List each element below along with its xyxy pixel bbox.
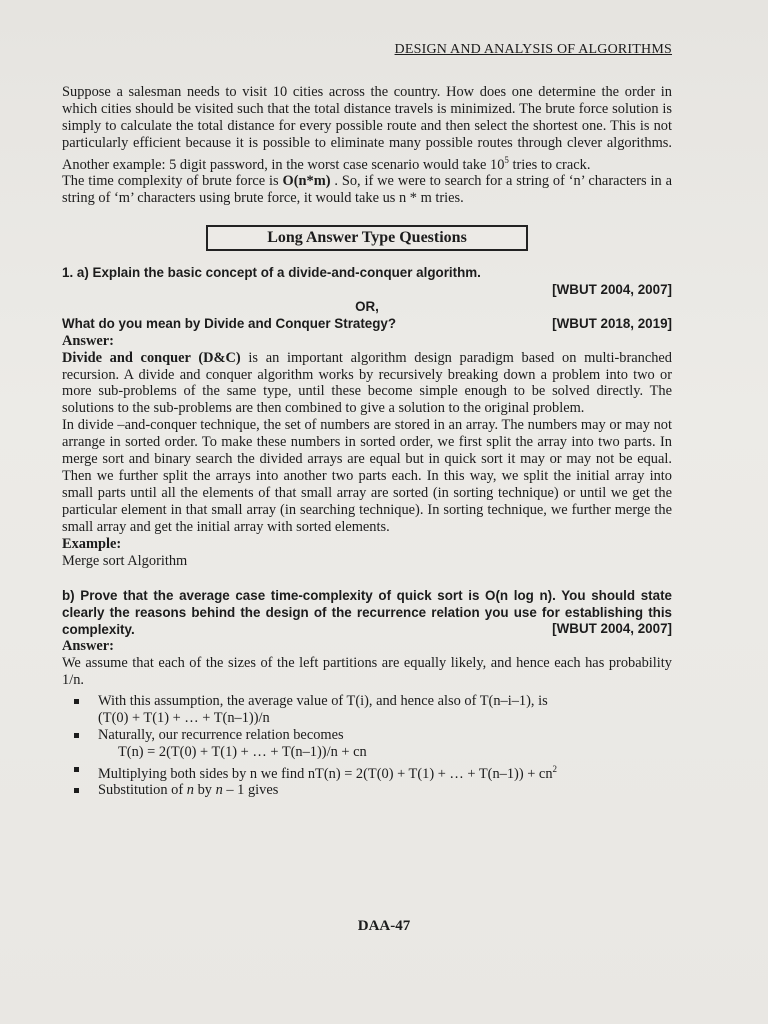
answer-paragraph-1 [62,350,672,418]
derivation-list [62,693,672,799]
answer-text: is an important algorithm design paradigm based on multi-branched recursion. A divide and conquer algorithm works by recursively breaking down a problem into two or more sub-problems of the same type, until these become simple enough to be solved directly. The solutions to the sub-problems are then combined to give a solution to the original problem. [62,349,673,417]
question-alt-line [62,316,672,333]
list-item-text: Substitution of [98,782,187,799]
page-content [62,84,672,799]
intro-text-end: . So, if we were to search for a string of ‘n’ characters in a string of ‘m’ characters using brute force, it would take us n * m tries. [62,173,672,207]
list-item [62,727,672,761]
list-item-text: – 1 gives [222,782,279,799]
term: Divide and conquer (D&C) [62,349,241,366]
question-alt-text: What do you mean by Divide and Conquer Strategy? [62,315,397,331]
list-item [62,782,672,799]
variable: n [186,782,194,799]
answer-paragraph-2: In divide –and-conquer technique, the set of numbers are stored in an array. The numbers may or may not arrange in sorted order. To make these numbers in sorted order, we first split the array into two parts. In merge sort and binary search the divided arrays are equal but in quick sort it may or may not be equal. Then we further split the arrays into another two parts each. In this way, we split the initial array into small parts until all the elements of that small array are sorted (in sorting technique) or until we get the particular element in that small array (in searching technique). In sorting technique, we further merge the small array and get the initial array with sorted elements. [62,417,672,535]
list-item-text: Naturally, our recurrence relation becomes [98,726,344,743]
complexity-formula: O(n*m) [282,173,331,190]
intro-paragraph-1 [62,84,672,173]
question-tag: [WBUT 2004, 2007] [552,282,672,298]
list-item-text: Multiplying both sides by n we find nT(n) = 2(T(0) + T(1) + … + T(n–1)) + cn [98,765,553,782]
question-tag: [WBUT 2004, 2007] [552,621,672,637]
example-text: Merge sort Algorithm [62,552,188,569]
question-text: b) Prove that the average case time-complexity of quick sort is O(n log n). You should state clearly the reasons behind the design of the recurrence relation you use for establishing this complexity. [62,588,672,638]
list-item [62,761,672,783]
list-item [62,693,672,727]
answer-paragraph: We assume that each of the sizes of the left partitions are equally likely, and hence each has probability 1/n. [62,655,672,689]
intro-paragraph-2 [62,173,672,207]
intro-text-end: tries to crack. [508,156,591,173]
list-item-text: by [193,782,216,799]
running-header: DESIGN AND ANALYSIS OF ALGORITHMS [394,42,672,57]
question-1a [62,265,672,569]
list-item-text: With this assumption, the average value of T(i), and hence also of T(n–i–1), is [98,693,548,710]
page-number: DAA-47 [357,918,411,934]
question-alt-tag: [WBUT 2018, 2019] [552,315,672,331]
recurrence-equation: T(n) = 2(T(0) + T(1) + … + T(n–1))/n + cn [118,743,367,760]
section-heading: Long Answer Type Questions [206,225,528,251]
list-item-formula: (T(0) + T(1) + … + T(n–1))/n [98,709,270,726]
variable: n [215,782,223,799]
example-label: Example: [62,535,122,552]
superscript: 5 [504,154,509,165]
intro-text: The time complexity of brute force is [62,173,283,190]
intro-text: Suppose a salesman needs to visit 10 cities across the country. How does one determine the order in which cities should be visited such that the total distance travels is minimized. The brute force solution is simply to calculate the total distance for every possible route and then select the shortest one. This is not particularly efficient because it is possible to eliminate many possible routes through clever algorithms. Another example: 5 digit password, in the worst case scenario would take 10 [62,84,672,173]
question-1b [62,587,672,799]
or-label: OR, [355,298,379,314]
answer-label: Answer: [62,638,114,655]
question-text: 1. a) Explain the basic concept of a divide-and-conquer algorithm. [62,265,481,281]
superscript: 2 [552,763,558,774]
answer-label: Answer: [62,332,114,349]
